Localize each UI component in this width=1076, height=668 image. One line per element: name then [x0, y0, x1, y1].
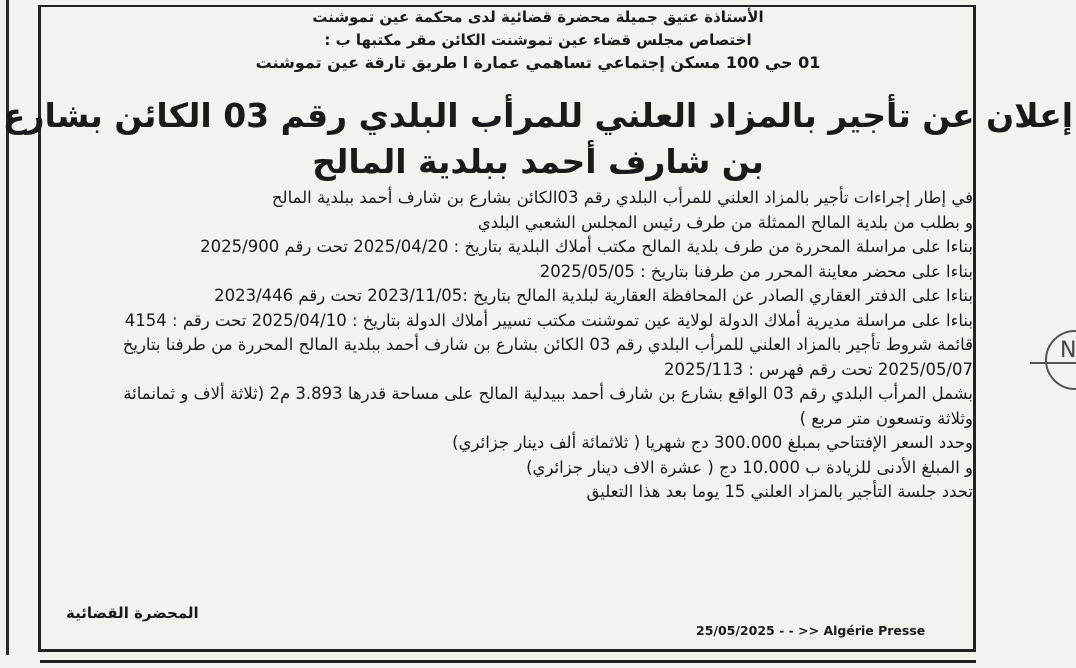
- body-line: وحدد السعر الإفتتاحي بمبلغ 300.000 دج شهريا ( ثلاثمائة ألف دينار جزائري): [452, 433, 973, 452]
- body-line: بناءا على مراسلة المحررة من طرف بلدية المالح مكتب أملاك البلدية بتاريخ : 2025/04/20 تحت رقم 2025/900: [200, 237, 973, 256]
- publication-footer: 25/05/2025 - - >> Algérie Presse: [690, 623, 931, 638]
- header-line-3: 01 حي 100 مسكن إجتماعي تساهمي عمارة ا طريق تارقة عين تموشنت: [255, 53, 821, 72]
- signature-label: المحضرة القضائية: [66, 604, 199, 622]
- notice-title-line-2: بن شارف أحمد ببلدية المالح: [312, 142, 764, 181]
- notice-title-line-1: إعلان عن تأجير بالمزاد العلني للمرأب البلدي رقم 03 الكائن بشارع: [2, 96, 1074, 135]
- body-line: وثلاثة وتسعون متر مربع ): [799, 408, 973, 428]
- body-line: في إطار إجراءات تأجير بالمزاد العلني للمرأب البلدي رقم 03الكائن بشارع بن شارف أحمد ببلدية المالح: [271, 188, 973, 207]
- body-line: بناءا على محضر معاينة المحرر من طرفنا بتاريخ : 2025/05/05: [539, 261, 973, 281]
- body-line: بشمل المرأب البلدي رقم 03 الواقع بشارع بن شارف أحمد ببيدلية المالح على مساحة قدرها 3.893 م2 (ثلاثة ألاف و ثمانمائة: [123, 384, 973, 403]
- body-line: 2025/05/07 تحت رقم فهرس : 2025/113: [664, 359, 973, 379]
- header-line-2: اختصاص مجلس قضاء عين تموشنت الكائن مقر مكتبها ب :: [324, 31, 752, 49]
- body-line: و بطلب من بلدية المالح الممثلة من طرف رئيس المجلس الشعبي البلدي: [477, 212, 973, 232]
- body-line: تحدد جلسة التأجير بالمزاد العلني 15 يوما بعد هذا التعليق: [586, 482, 973, 501]
- stamp-letter: N: [1060, 338, 1076, 363]
- body-line: بناءا على الدفتر العقاري الصادر عن المحافظة العقارية لبلدية المالح بتاريخ :2023/11/05 تحت رقم 2023/446: [214, 286, 973, 305]
- header-line-1: الأستاذة عتيق جميلة محضرة قضائية لدى محكمة عين تموشنت: [312, 8, 764, 26]
- body-line: بناءا على مراسلة مديرية أملاك الدولة لولاية عين تموشنت مكتب تسيير أملاك الدولة بتاريخ : 2025/04/10 تحت رقم : 4154: [124, 310, 973, 330]
- body-line: قائمة شروط تأجير بالمزاد العلني للمرأب البلدي رقم 03 الكائن بشارع بن شارف أحمد ببلدية المالح المحررة من طرفنا بتاريخ: [122, 335, 973, 354]
- bottom-border-line: [40, 660, 976, 663]
- notice-body: [90, 186, 973, 505]
- body-line: و المبلغ الأدنى للزيادة ب 10.000 دج ( عشرة الاف دينار جزائري): [526, 457, 973, 477]
